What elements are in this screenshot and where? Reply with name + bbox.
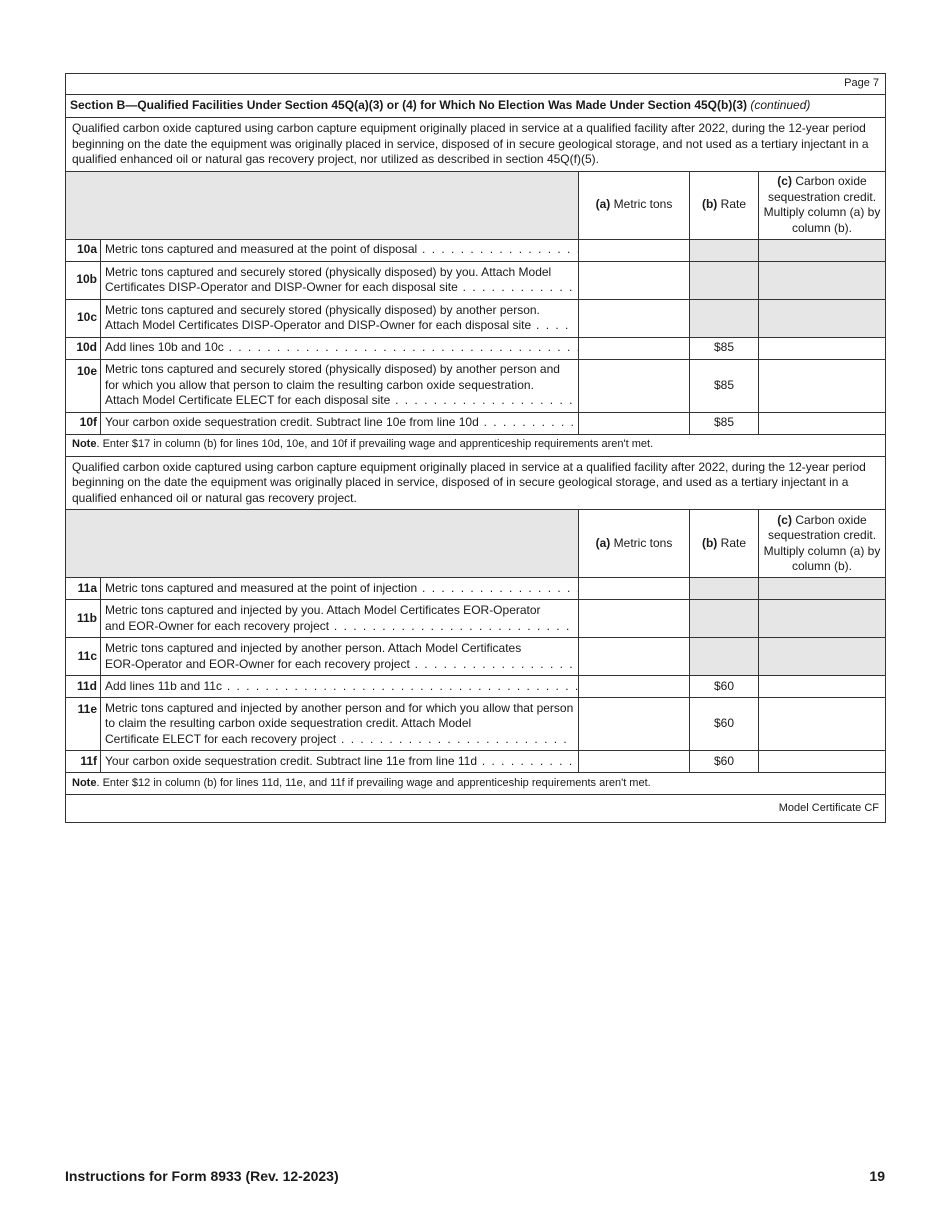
line-11b-text: Metric tons captured and injected by you. Attach Model Certificates EOR-Operator and EOR-Owner for each recovery project . . . <box>101 600 579 638</box>
line-10e-col-a[interactable] <box>579 359 690 412</box>
line-10b-text: Metric tons captured and securely stored (physically disposed) by you. Attach Model Certificates DISP-Operator and DISP-Owner for each disposal site . . . <box>101 261 579 299</box>
line-11f: 11f Your carbon oxide sequestration credit. Subtract line 11e from line 11d . . . $60 <box>66 751 886 773</box>
line-10d-col-a[interactable] <box>579 337 690 359</box>
line-10e-text: Metric tons captured and securely stored (physically disposed) by another person and for which you allow that person to claim the resulting carbon oxide sequestration. Attach Model Certificate ELECT for each disposal site . . . <box>101 359 579 412</box>
line-10f-text: Your carbon oxide sequestration credit. Subtract line 10e from line 10d . . . <box>101 412 579 434</box>
line-10a-text: Metric tons captured and measured at the point of disposal . . . <box>101 239 579 261</box>
line-11f-text: Your carbon oxide sequestration credit. Subtract line 11e from line 11d . . . <box>101 751 579 773</box>
col-c-header: (c) Carbon oxide sequestration credit. Multiply column (a) by column (b). <box>759 171 886 239</box>
form-footer-label: Model Certificate CF <box>66 795 886 823</box>
line-11c-col-a[interactable] <box>579 638 690 676</box>
line-11d-col-a[interactable] <box>579 676 690 698</box>
line-10c-col-b <box>690 299 759 337</box>
line-11a-text: Metric tons captured and measured at the point of injection . . . <box>101 578 579 600</box>
line-11b-col-a[interactable] <box>579 600 690 638</box>
line-11c-col-b <box>690 638 759 676</box>
line-11c-col-c <box>759 638 886 676</box>
line-10b-col-c <box>759 261 886 299</box>
line-11c: 11c Metric tons captured and injected by another person. Attach Model Certificates EOR-Operator and EOR-Owner for each recovery project . . . <box>66 638 886 676</box>
line-10a-col-c <box>759 239 886 261</box>
line-11b-col-b <box>690 600 759 638</box>
col-c-header: (c) Carbon oxide sequestration credit. Multiply column (a) by column (b). <box>759 510 886 578</box>
header-blank <box>66 510 579 578</box>
col-b-header: (b) Rate <box>690 171 759 239</box>
part1-intro: Qualified carbon oxide captured using carbon capture equipment originally placed in service at a qualified facility after 2022, during the 12-year period beginning on the date the equipment was originally placed in service, disposed of in secure geological storage, and not used as a tertiary injectant in a qualified enhanced oil or natural gas recovery project, nor utilized as described in section 45Q(f)(5). <box>66 118 886 172</box>
line-10e: 10e Metric tons captured and securely stored (physically disposed) by another person and for which you allow that person to claim the resulting carbon oxide sequestration. Attach Model Certificate ELECT for each disposal site . . . $85 <box>66 359 886 412</box>
line-11b-col-c <box>759 600 886 638</box>
line-11e: 11e Metric tons captured and injected by another person and for which you allow that person to claim the resulting carbon oxide sequestration credit. Attach Model Certificate ELECT for each recovery project . . . $60 <box>66 698 886 751</box>
page-number: 19 <box>869 1168 885 1184</box>
line-10a-col-b <box>690 239 759 261</box>
page-label: Page 7 <box>66 74 886 95</box>
line-11a: 11a Metric tons captured and measured at the point of injection . . . <box>66 578 886 600</box>
line-10c-col-c <box>759 299 886 337</box>
line-11b: 11b Metric tons captured and injected by you. Attach Model Certificates EOR-Operator and EOR-Owner for each recovery project . . . <box>66 600 886 638</box>
part1-note: Note. Enter $17 in column (b) for lines 10d, 10e, and 10f if prevailing wage and apprenticeship requirements aren't met. <box>66 434 886 456</box>
line-10c-text: Metric tons captured and securely stored (physically disposed) by another person. Attach Model Certificates DISP-Operator and DISP-Owner for each disposal site . . . <box>101 299 579 337</box>
line-11e-text: Metric tons captured and injected by another person and for which you allow that person to claim the resulting carbon oxide sequestration credit. Attach Model Certificate ELECT for each recovery project . . . <box>101 698 579 751</box>
line-10f-rate: $85 <box>690 412 759 434</box>
part2-note: Note. Enter $12 in column (b) for lines 11d, 11e, and 11f if prevailing wage and apprenticeship requirements aren't met. <box>66 773 886 795</box>
line-10d-rate: $85 <box>690 337 759 359</box>
line-11a-col-b <box>690 578 759 600</box>
line-10e-rate: $85 <box>690 359 759 412</box>
line-10a-col-a[interactable] <box>579 239 690 261</box>
line-11a-col-c <box>759 578 886 600</box>
line-11d-col-c[interactable] <box>759 676 886 698</box>
line-10d-col-c[interactable] <box>759 337 886 359</box>
line-10d-text: Add lines 10b and 10c . . . <box>101 337 579 359</box>
line-11e-rate: $60 <box>690 698 759 751</box>
line-10f-col-c[interactable] <box>759 412 886 434</box>
line-11f-rate: $60 <box>690 751 759 773</box>
line-10c-col-a[interactable] <box>579 299 690 337</box>
col-a-header: (a) Metric tons <box>579 510 690 578</box>
line-11e-col-c[interactable] <box>759 698 886 751</box>
document-title: Instructions for Form 8933 (Rev. 12-2023) <box>65 1168 339 1184</box>
line-10b-col-a[interactable] <box>579 261 690 299</box>
line-11f-col-a[interactable] <box>579 751 690 773</box>
section-title: Section B—Qualified Facilities Under Section 45Q(a)(3) or (4) for Which No Election Was Made Under Section 45Q(b)(3) (continued) <box>66 95 886 118</box>
line-10f: 10f Your carbon oxide sequestration credit. Subtract line 10e from line 10d . . . $85 <box>66 412 886 434</box>
part2-intro: Qualified carbon oxide captured using carbon capture equipment originally placed in service at a qualified facility after 2022, during the 12-year period beginning on the date the equipment was originally placed in service, disposed of in secure geological storage, and used as a tertiary injectant in a qualified enhanced oil or natural gas recovery project. <box>66 456 886 510</box>
line-11a-col-a[interactable] <box>579 578 690 600</box>
line-11d: 11d Add lines 11b and 11c . . . $60 <box>66 676 886 698</box>
line-10c: 10c Metric tons captured and securely stored (physically disposed) by another person. Attach Model Certificates DISP-Operator and DISP-Owner for each disposal site . . . <box>66 299 886 337</box>
line-11d-rate: $60 <box>690 676 759 698</box>
line-10e-col-c[interactable] <box>759 359 886 412</box>
header-blank <box>66 171 579 239</box>
line-10b: 10b Metric tons captured and securely stored (physically disposed) by you. Attach Model Certificates DISP-Operator and DISP-Owner for each disposal site . . . <box>66 261 886 299</box>
line-11f-col-c[interactable] <box>759 751 886 773</box>
col-b-header: (b) Rate <box>690 510 759 578</box>
col-a-header: (a) Metric tons <box>579 171 690 239</box>
line-11e-col-a[interactable] <box>579 698 690 751</box>
line-11c-text: Metric tons captured and injected by another person. Attach Model Certificates EOR-Operator and EOR-Owner for each recovery project . . . <box>101 638 579 676</box>
line-10a: 10a Metric tons captured and measured at the point of disposal . . . <box>66 239 886 261</box>
model-certificate-cf-form <box>65 73 886 823</box>
line-11d-text: Add lines 11b and 11c . . . <box>101 676 579 698</box>
line-10d: 10d Add lines 10b and 10c . . . $85 <box>66 337 886 359</box>
line-10b-col-b <box>690 261 759 299</box>
line-10f-col-a[interactable] <box>579 412 690 434</box>
